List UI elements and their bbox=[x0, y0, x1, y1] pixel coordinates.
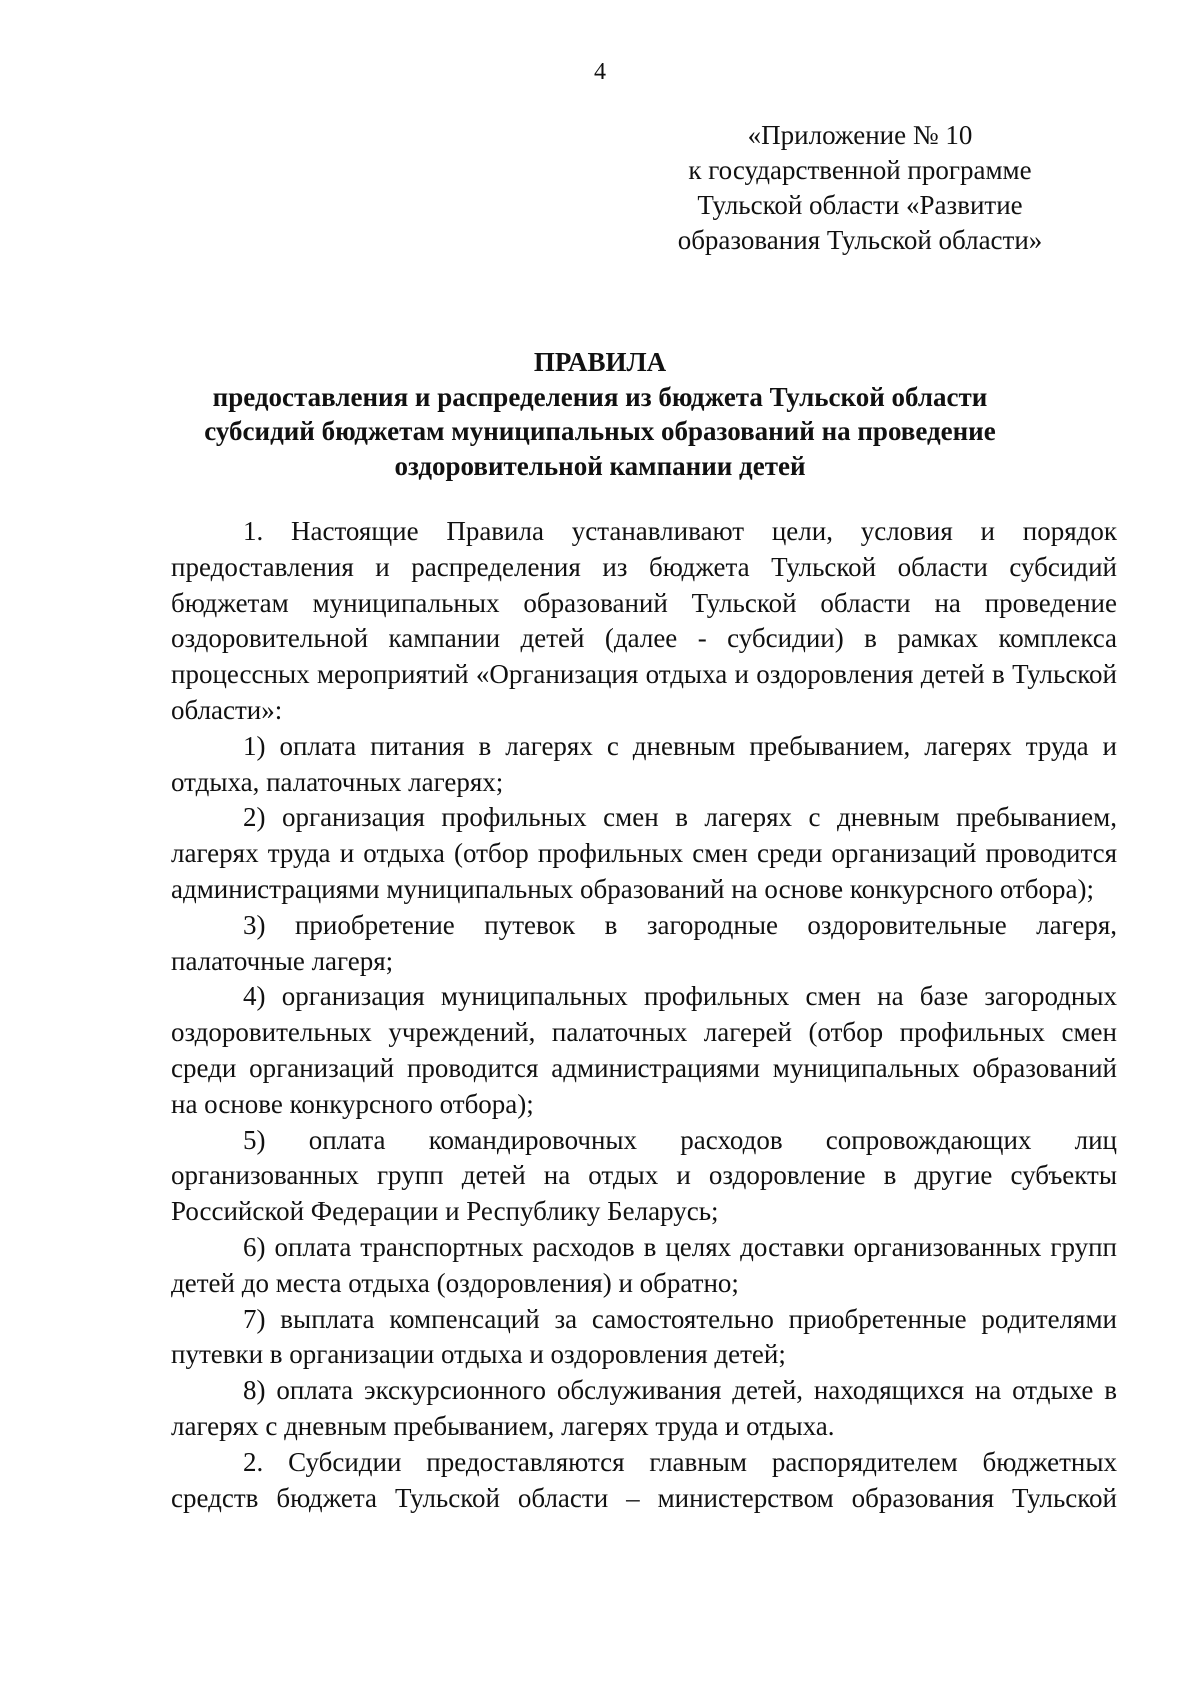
annex-line: Тульской области «Развитие bbox=[697, 190, 1023, 220]
annex-reference bbox=[640, 118, 1080, 258]
document-subtitle-line: субсидий бюджетам муниципальных образований на проведение bbox=[204, 416, 996, 446]
list-item-7: 7) выплата компенсаций за самостоятельно приобретенные родителями путевки в организации отдыха и оздоровления детей; bbox=[171, 1303, 1117, 1370]
annex-line: «Приложение № 10 bbox=[747, 120, 973, 150]
document-subtitle-line: оздоровительной кампании детей bbox=[394, 450, 806, 481]
document-title: ПРАВИЛА bbox=[533, 347, 667, 377]
list-item-8: 8) оплата экскурсионного обслуживания детей, находящихся на отдыхе в лагерях с дневным пребыванием, лагерях труда и отдыха. bbox=[171, 1375, 1117, 1441]
list-item-1: 1) оплата питания в лагерях с дневным пребыванием, лагерях труда и отдыха, палаточных лагерях; bbox=[171, 730, 1117, 797]
annex-line: к государственной программе bbox=[688, 155, 1032, 185]
list-item-4: 4) организация муниципальных профильных смен на базе загородных оздоровительных учреждений, палаточных лагерей (отбор профильных смен среди организаций проводится администрациями муниципальных образований на основе конкурсного отбора); bbox=[171, 981, 1117, 1119]
document-body bbox=[171, 514, 1117, 1516]
list-item-3: 3) приобретение путевок в загородные оздоровительные лагеря, палаточные лагеря; bbox=[171, 909, 1117, 976]
clause-1: 1. Настоящие Правила устанавливают цели, условия и порядок предоставления и распределения из бюджета Тульской области субсидий бюджетам муниципальных образований Тульской области на проведение оздоровительной кампании детей (далее - субсидии) в рамках комплекса процессных мероприятий «Организация отдыха и оздоровления детей в Тульской области»: bbox=[171, 516, 1117, 725]
clause-2: 2. Субсидии предоставляются главным распорядителем бюджетных средств бюджета Тульской области – министерством образования Тульской bbox=[171, 1446, 1117, 1513]
document-subtitle-line: предоставления и распределения из бюджета Тульской области bbox=[212, 381, 988, 412]
annex-line: образования Тульской области» bbox=[677, 225, 1043, 255]
page-number: 4 bbox=[594, 59, 606, 85]
list-item-6: 6) оплата транспортных расходов в целях доставки организованных групп детей до места отдыха (оздоровления) и обратно; bbox=[171, 1231, 1117, 1298]
list-item-5: 5) оплата командировочных расходов сопровождающих лиц организованных групп детей на отдых и оздоровление в другие субъекты Российской Федерации и Республику Беларусь; bbox=[171, 1124, 1117, 1227]
document-heading bbox=[150, 345, 1050, 483]
list-item-2: 2) организация профильных смен в лагерях с дневным пребыванием, лагерях труда и отдыха (отбор профильных смен среди организаций проводится администрациями муниципальных образований на основе конкурсного отбора); bbox=[171, 802, 1117, 904]
